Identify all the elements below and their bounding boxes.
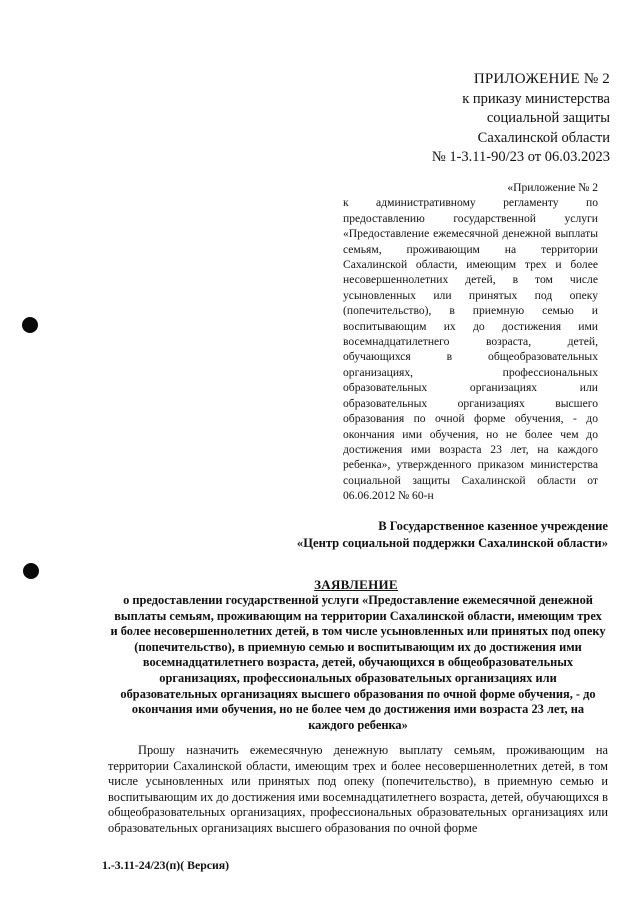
approval-title: ПРИЛОЖЕНИЕ № 2 [473, 71, 610, 87]
punch-hole-top [22, 317, 38, 333]
document-version-footer: 1.-3.11-24/23(п)( Версия) [102, 858, 230, 872]
approval-line-1: к приказу министерства [462, 90, 610, 107]
approval-line-3: Сахалинской области [477, 129, 610, 146]
appendix-body: к административному регламенту по предоставлению государственной услуги «Предоставление ежемесячной денежной выплаты семьям, проживающим на территории Сахалинской области, имеющим трех и более несовершеннолетних детей, в том числе усыновленных или принятых под опеку (попечительство), в приемную семью и воспитывающим их до достижения ими восемнадцатилетнего возраста, детей, обучающихся в общеобразовательных организациях, профессиональных образовательных организациях или образовательных организациях высшего образования по очной форме обучения, - до окончания ими обучения, но не более чем до достижения ими возраста 23 лет, на каждого ребенка», утвержденного приказом министерства социальной защиты Сахалинской области от 06.06.2012 № 60-н [343, 196, 598, 503]
appendix-block [343, 180, 598, 504]
approval-block [350, 70, 610, 168]
appendix-head: «Приложение № 2 [507, 181, 598, 194]
addressee-block [278, 518, 608, 552]
punch-hole-bottom [23, 563, 39, 579]
addressee-line-2: «Центр социальной поддержки Сахалинской области» [296, 536, 608, 550]
addressee-line-1: В Государственное казенное учреждение [378, 519, 608, 533]
statement-title: ЗАЯВЛЕНИЕ [314, 577, 398, 592]
statement-body: Прошу назначить ежемесячную денежную выплату семьям, проживающим на территории Сахалинской области, имеющим трех и более несовершеннолетних детей, в том числе усыновленных или принятых под опеку (попечительство), в приемную семью и воспитывающим их до достижения ими восемнадцатилетнего возраста, детей, обучающихся в общеобразовательных организациях, профессиональных образовательных организациях или образовательных организациях высшего образования по очной форме [108, 743, 608, 835]
statement-subtitle: о предоставлении государственной услуги «Предоставление ежемесячной денежной выплаты семьям, проживающим на территории Сахалинской области, имеющим трех и более несовершеннолетних детей, в том числе усыновленных или принятых под опеку (попечительство), в приемную семью и воспитывающим их до достижения ими восемнадцатилетнего возраста, детей, обучающихся в общеобразовательных организациях, профессиональных образовательных организациях или образовательных организациях высшего образования по очной форме обучения, - до окончания ими обучения, но не более чем до достижения ими возраста 23 лет, на каждого ребенка» [110, 593, 606, 732]
approval-line-4: № 1-3.11-90/23 от 06.03.2023 [431, 149, 610, 165]
approval-line-2: социальной защиты [486, 110, 610, 126]
